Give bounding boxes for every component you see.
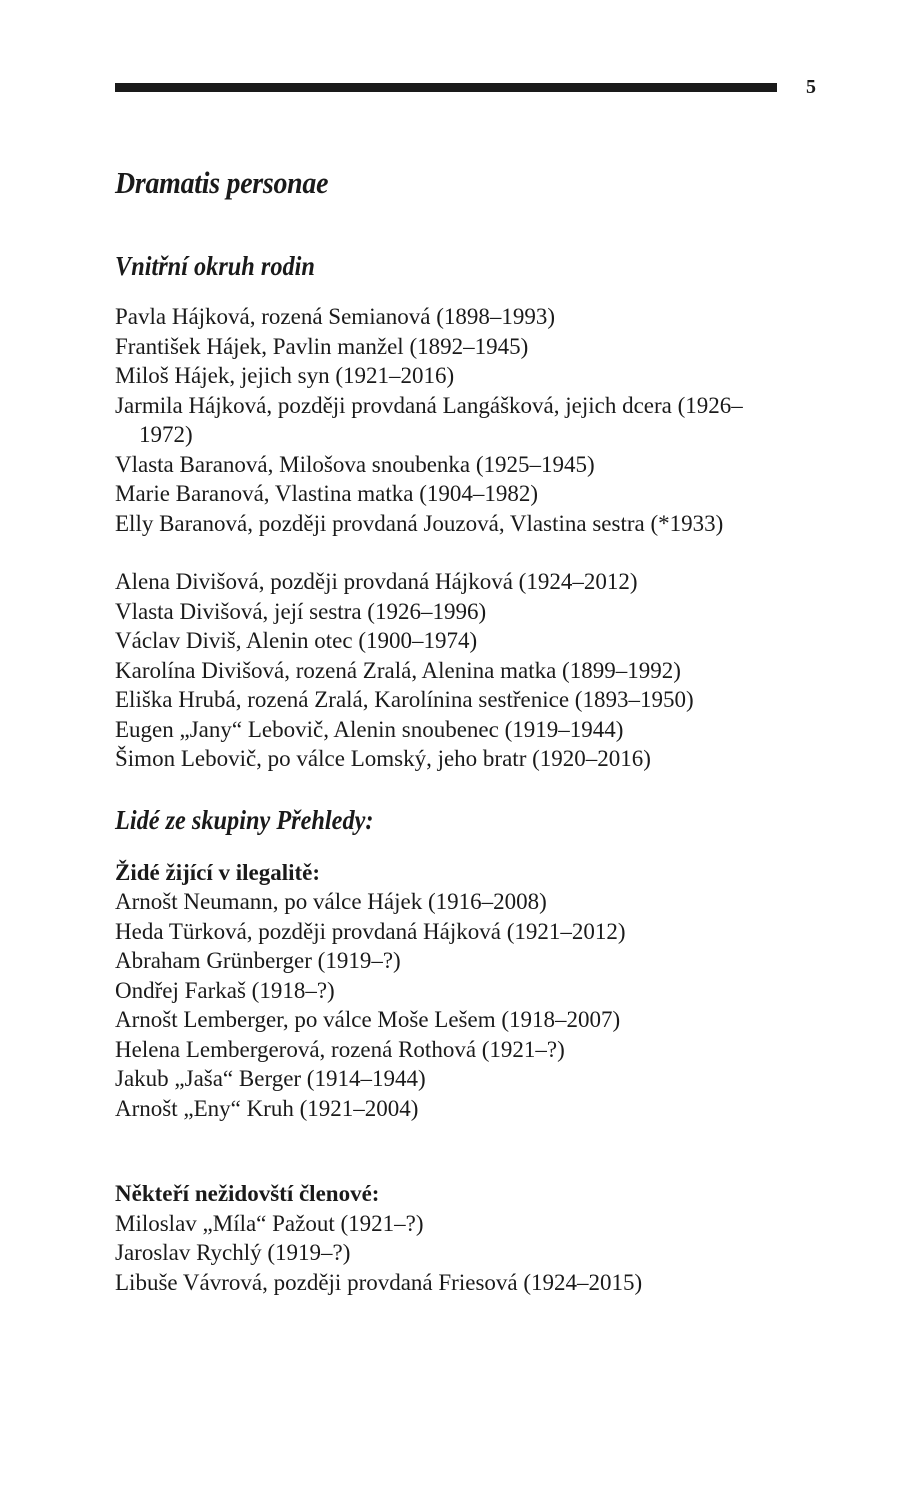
person-list-families-group-1: [115, 302, 875, 538]
list-item: František Hájek, Pavlin manžel (1892–1945): [115, 333, 529, 359]
list-item: Jaroslav Rychlý (1919–?): [115, 1240, 351, 1265]
list-item: Miloslav „Míla“ Pažout (1921–?): [115, 1210, 424, 1236]
list-item: Miloš Hájek, jejich syn (1921–2016): [115, 363, 455, 388]
list-item: Eugen „Jany“ Lebovič, Alenin snoubenec (1919–1944): [115, 716, 624, 742]
person-list-families-group-2: [115, 567, 875, 774]
list-item: Eliška Hrubá, rozená Zralá, Karolínina sestřenice (1893–1950): [115, 687, 694, 712]
list-item: Ondřej Farkaš (1918–?): [115, 977, 335, 1003]
list-item: Vlasta Divišová, její sestra (1926–1996): [115, 598, 487, 624]
list-item: Jarmila Hájková, později provdaná Langášková, jejich dcera (1926–1972): [115, 392, 743, 447]
list-item: Heda Türková, později provdaná Hájková (1921–2012): [115, 918, 626, 944]
person-list-non-jewish-members: [115, 1209, 875, 1298]
list-item: Helena Lembergerová, rozená Rothová (1921–?): [115, 1036, 565, 1062]
list-item: Arnošt Lemberger, po válce Moše Lešem (1918–2007): [115, 1007, 621, 1032]
list-item: Arnošt „Eny“ Kruh (1921–2004): [115, 1095, 419, 1121]
list-item: Pavla Hájková, rozená Semianová (1898–1993): [115, 304, 556, 329]
list-item: Marie Baranová, Vlastina matka (1904–1982): [115, 481, 539, 506]
list-item: Libuše Vávrová, později provdaná Friesová (1924–2015): [115, 1269, 643, 1295]
section-heading-inner-circle: Vnitřní okruh rodin: [115, 251, 315, 281]
page-number: 5: [806, 76, 816, 98]
list-item: Arnošt Neumann, po válce Hájek (1916–2008): [115, 889, 547, 914]
person-list-hidden-jews: [115, 887, 875, 1123]
list-item: Abraham Grünberger (1919–?): [115, 948, 401, 973]
header-rule: [115, 83, 777, 92]
list-item: Jakub „Jaša“ Berger (1914–1944): [115, 1066, 426, 1091]
page-title: Dramatis personae: [115, 165, 329, 200]
list-item: Alena Divišová, později provdaná Hájková (1924–2012): [115, 569, 638, 594]
section-heading-prehledy: Lidé ze skupiny Přehledy:: [115, 804, 374, 835]
page-content: [115, 160, 875, 1297]
list-item: Šimon Lebovič, po válce Lomský, jeho bratr (1920–2016): [115, 746, 651, 771]
list-item: Václav Diviš, Alenin otec (1900–1974): [115, 628, 478, 653]
list-item: Karolína Divišová, rozená Zralá, Alenina matka (1899–1992): [115, 657, 681, 683]
list-item: Elly Baranová, později provdaná Jouzová, Vlastina sestra (*1933): [115, 510, 724, 536]
list-item: Vlasta Baranová, Milošova snoubenka (1925–1945): [115, 451, 595, 477]
subheading-non-jewish-members: Někteří nežidovští členové:: [115, 1181, 380, 1206]
subheading-hidden-jews: Židé žijící v ilegalitě:: [115, 859, 321, 885]
